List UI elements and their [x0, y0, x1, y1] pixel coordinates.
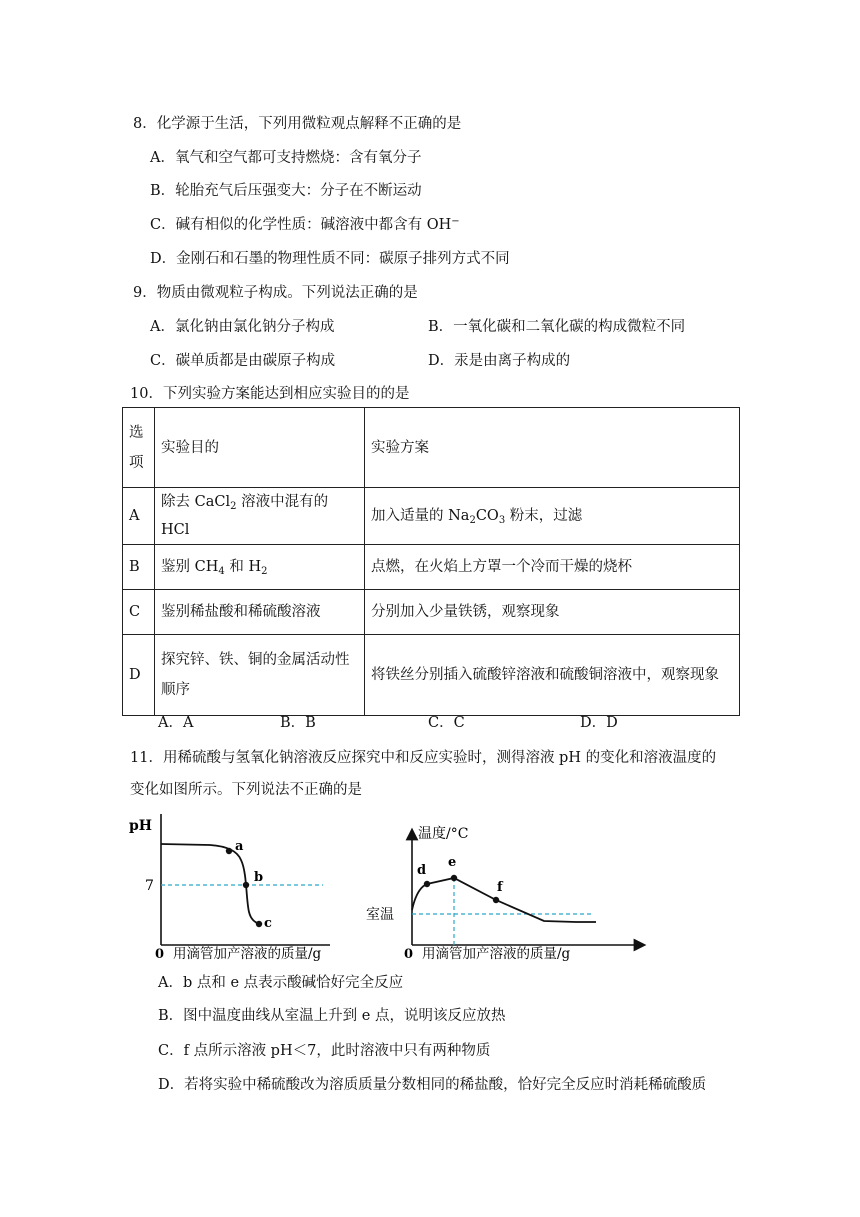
- q8-option-c: [150, 215, 460, 235]
- plan-text: 加入适量的 Na: [371, 508, 470, 524]
- ph-point-label: a: [235, 839, 244, 854]
- ph-y-axis-label: pH: [129, 818, 153, 834]
- q10-answer-d: D．D: [580, 715, 618, 731]
- subscript: 4: [218, 566, 225, 577]
- q11-stem-line2: 变化如图所示。下列说法不正确的是: [130, 782, 362, 798]
- ph-point: [243, 882, 249, 888]
- q10-answer-a: A．A: [158, 715, 194, 731]
- subscript: 3: [498, 515, 506, 526]
- temp-point-label: d: [417, 863, 427, 878]
- row-option: D: [123, 635, 155, 716]
- plan-text: CO: [475, 508, 499, 524]
- row-purpose: [155, 545, 365, 590]
- row-purpose: 探究锌、铁、铜的金属活动性顺序: [155, 635, 365, 716]
- experiment-table: [122, 407, 740, 716]
- q11-option-d: D．若将实验中稀硫酸改为溶质质量分数相同的稀盐酸，恰好完全反应时消耗稀硫酸质: [158, 1077, 707, 1093]
- temp-curve: [412, 878, 596, 922]
- q9-stem: 9．物质由微观粒子构成。下列说法正确的是: [133, 285, 418, 301]
- table-header-row: [123, 408, 740, 488]
- q11-option-b: B．图中温度曲线从室温上升到 e 点，说明该反应放热: [158, 1008, 506, 1024]
- ph-x-axis-label: 用滴管加产溶液的质量/g: [173, 946, 322, 962]
- subscript: 2: [230, 501, 237, 512]
- q8-option-b: B．轮胎充气后压强变大：分子在不断运动: [150, 183, 422, 199]
- table-row: [123, 545, 740, 590]
- table-row: [123, 590, 740, 635]
- row-option: C: [123, 590, 155, 635]
- ph-point: [226, 848, 232, 854]
- q11-stem-line1: 11．用稀硫酸与氢氧化钠溶液反应探究中和反应实验时，测得溶液 pH 的变化和溶液温度的: [130, 750, 717, 766]
- purpose-text: 鉴别 CH: [161, 559, 219, 575]
- purpose-text: 和 H: [224, 559, 262, 575]
- temp-point-label: e: [448, 855, 457, 870]
- plan-text: 粉末，过滤: [505, 508, 583, 524]
- q10-answer-b: B．B: [280, 715, 316, 731]
- row-plan: 将铁丝分别插入硫酸锌溶液和硫酸铜溶液中，观察现象: [365, 635, 740, 716]
- row-option: B: [123, 545, 155, 590]
- q10-answer-c: C．C: [428, 715, 465, 731]
- superscript: −: [451, 216, 460, 227]
- q9-option-c: C．碳单质都是由碳原子构成: [150, 353, 336, 369]
- subscript: 2: [469, 515, 476, 526]
- row-plan: 分别加入少量铁锈，观察现象: [365, 590, 740, 635]
- q8-stem: 8．化学源于生活，下列用微粒观点解释不正确的是: [133, 116, 462, 132]
- q9-option-d: D．汞是由离子构成的: [428, 353, 571, 369]
- q10-stem: 10．下列实验方案能达到相应实验目的的是: [130, 386, 410, 402]
- temp-point: [493, 897, 499, 903]
- row-purpose: 鉴别稀盐酸和稀硫酸溶液: [155, 590, 365, 635]
- q9-option-b: B．一氧化碳和二氧化碳的构成微粒不同: [428, 319, 686, 335]
- q11-option-c: C．f 点所示溶液 pH＜7，此时溶液中只有两种物质: [158, 1043, 491, 1059]
- temp-origin-label: 0: [404, 947, 414, 962]
- table-header-option: 选 项: [123, 408, 155, 488]
- temp-point: [424, 881, 430, 887]
- temperature-chart: [364, 820, 650, 964]
- ph-tick-label: 7: [145, 878, 154, 894]
- temp-tick-label: 室温: [366, 907, 394, 923]
- q9-option-a: A．氯化钠由氯化钠分子构成: [150, 319, 335, 335]
- ph-point: [256, 921, 262, 927]
- row-option: A: [123, 488, 155, 545]
- q8-option-d: D．金刚石和石墨的物理性质不同：碳原子排列方式不同: [150, 251, 510, 267]
- ph-origin-label: 0: [155, 947, 165, 962]
- table-header-purpose: 实验目的: [155, 408, 365, 488]
- purpose-text: 溶液中混有的 HCl: [161, 494, 329, 538]
- row-plan: [365, 488, 740, 545]
- row-purpose: [155, 488, 365, 545]
- temp-y-axis-label: 温度/°C: [418, 826, 469, 842]
- ph-chart: [125, 810, 340, 962]
- q11-option-a: A．b 点和 e 点表示酸碱恰好完全反应: [158, 975, 404, 991]
- purpose-text: 除去 CaCl: [161, 494, 231, 510]
- table-header-plan: 实验方案: [365, 408, 740, 488]
- q8-option-a: A．氧气和空气都可支持燃烧：含有氧分子: [150, 150, 422, 166]
- table-row: [123, 635, 740, 716]
- q8-option-c-text: C．碱有相似的化学性质：碱溶液中都含有 OH: [150, 217, 452, 233]
- temp-point: [451, 875, 457, 881]
- temp-point-label: f: [497, 880, 503, 895]
- temp-x-axis-label: 用滴管加产溶液的质量/g: [422, 946, 571, 962]
- table-row: [123, 488, 740, 545]
- ph-point-label: c: [264, 916, 272, 931]
- ph-point-label: b: [254, 870, 264, 885]
- subscript: 2: [261, 566, 268, 577]
- row-plan: 点燃，在火焰上方罩一个冷而干燥的烧杯: [365, 545, 740, 590]
